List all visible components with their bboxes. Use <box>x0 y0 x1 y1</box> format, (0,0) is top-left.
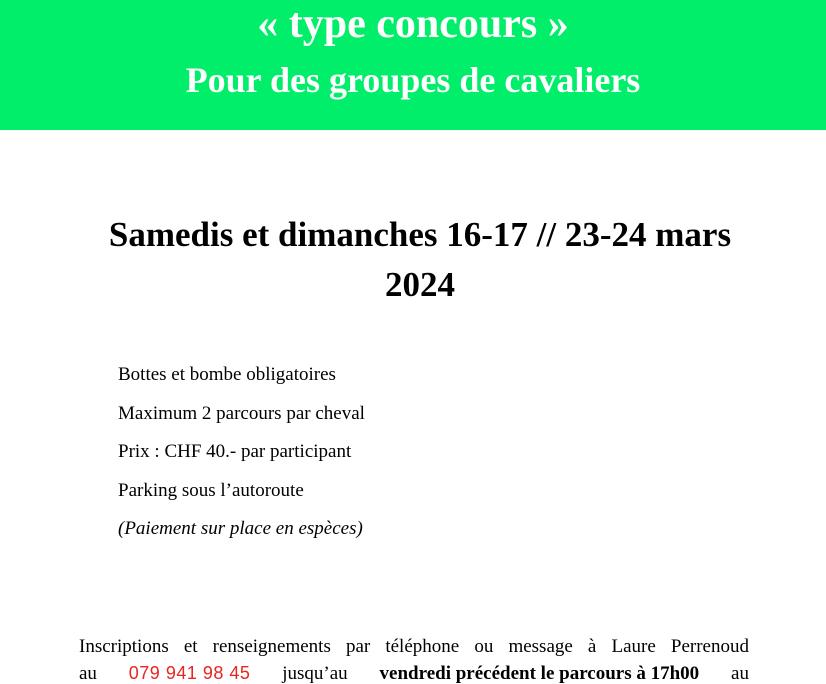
header-banner <box>0 0 826 130</box>
contact-line2 <box>79 660 749 684</box>
detail-equipment: Bottes et bombe obligatoires <box>118 364 336 385</box>
contact-prefix: au <box>79 663 97 684</box>
event-dates <box>40 210 800 310</box>
contact-until: jusqu’au <box>282 663 348 684</box>
banner-title: « type concours » <box>257 1 569 47</box>
contact-info <box>79 633 749 684</box>
banner-subtitle: Pour des groupes de cavaliers <box>185 60 641 100</box>
detail-max-rounds: Maximum 2 parcours par cheval <box>118 402 365 424</box>
event-dates-line1: Samedis et dimanches 16-17 // 23-24 mars <box>108 215 732 254</box>
contact-suffix: au <box>731 663 749 684</box>
detail-parking: Parking sous l’autoroute <box>118 479 304 501</box>
detail-payment-note: (Paiement sur place en espèces) <box>118 518 363 539</box>
event-details-list <box>118 360 365 553</box>
phone-number: 079 941 98 45 <box>128 663 251 683</box>
detail-price: Prix : CHF 40.- par participant <box>118 441 352 462</box>
registration-deadline: vendredi précédent le parcours à 17h00 <box>379 663 700 684</box>
event-dates-line2: 2024 <box>385 265 455 304</box>
contact-line1: Inscriptions et renseignements par téléphone ou message à Laure Perrenoud <box>79 636 749 657</box>
